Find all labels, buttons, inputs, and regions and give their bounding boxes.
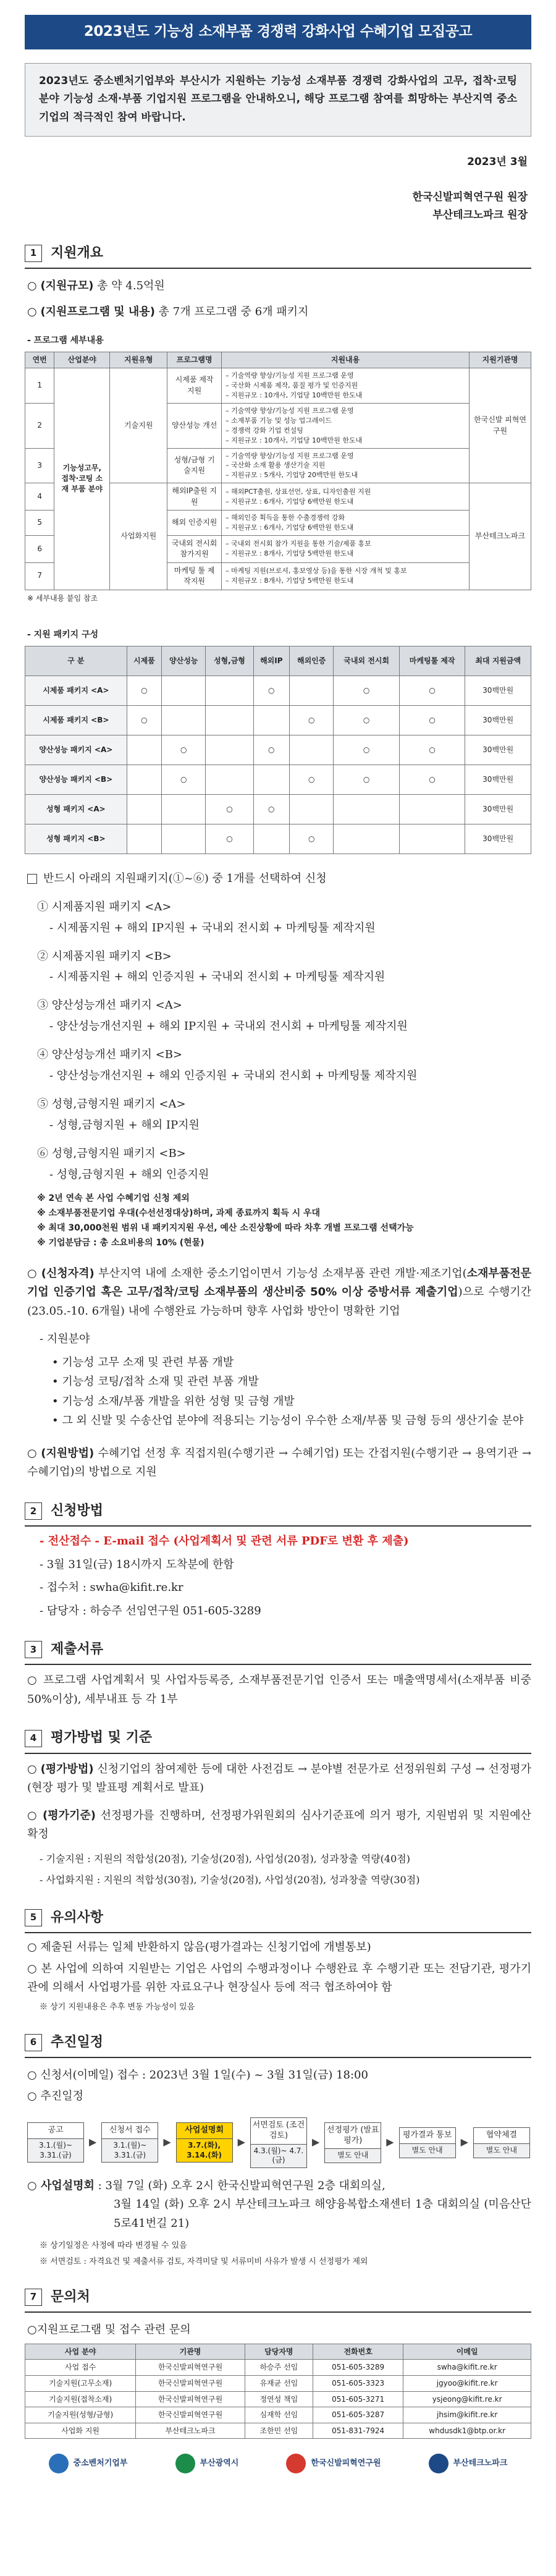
package-mark: [290, 735, 334, 765]
support-org: 부산테크노파크: [470, 483, 531, 590]
step-date: 별도 안내: [399, 2144, 456, 2158]
package-amount: 30백만원: [465, 705, 531, 735]
star-note: ※ 소재부품전문기업 우대(수선선정대상)하며, 과제 종료까지 획득 시 우대: [37, 1208, 321, 1219]
contact-cell: 051-605-3323: [313, 2376, 403, 2392]
package-mark: ○: [290, 765, 334, 794]
program-content: – 마케팅 지원(브로셔, 홍보영상 등)을 통한 시장 개척 및 홍보 – 지원규모 : 8개사, 기업당 5백만원 한도내: [222, 562, 470, 590]
package-mark: [253, 705, 290, 735]
package-header: 시제품: [127, 646, 161, 676]
btp-logo-icon: [429, 2454, 449, 2473]
program-content: – 기술역량 향상/기능성 지원 프로그램 운영 – 국산화 시제품 제작, 품질 평가 및 인증지원 – 지원규모 : 10개사, 기업당 10백만원 한도내: [222, 368, 470, 403]
row-number: 5: [25, 511, 54, 536]
package-mark: [334, 794, 400, 824]
package-item-desc: - 양산성능개선지원 + 해외 인증지원 + 국내외 전시회 + 마케팅툴 제작지원: [49, 1069, 418, 1082]
contact-cell: 사업 접수: [25, 2360, 136, 2376]
contact-cell: 하승주 선임: [245, 2360, 313, 2376]
eval-biz: - 사업화지원 : 지원의 적합성(30점), 기술성(20점), 사업성(20점), 성과창출 역량(30점): [40, 1873, 420, 1886]
footer-logo: [175, 2454, 239, 2473]
table-header: 프로그램명: [167, 352, 222, 368]
eval-method: ○ (평가방법) 신청기업의 참여제한 등에 대한 사전검토 → 분야별 전문가로 선정위원회 구성 → 선정평가(현장 평가 및 발표평 계획서로 발표): [27, 1762, 531, 1795]
package-item-desc: - 시제품지원 + 해외 IP지원 + 국내외 전시회 + 마케팅툴 제작지원: [49, 921, 376, 934]
table-row: [25, 368, 531, 403]
package-mark: [253, 765, 290, 794]
package-item-desc: - 성형,금형지원 + 해외 IP지원: [49, 1118, 200, 1132]
package-row: [25, 794, 531, 824]
contact-cell: 051-831-7924: [313, 2423, 403, 2439]
row-number: 7: [25, 562, 54, 590]
schedule-flow: [27, 2117, 531, 2168]
section-number: 4: [25, 1730, 42, 1747]
package-row: [25, 765, 531, 794]
package-mark: [334, 824, 400, 854]
package-item: [25, 899, 531, 937]
package-mark: ○: [206, 824, 253, 854]
row-number: 1: [25, 368, 54, 403]
package-item-name: ⑤ 성형,금형지원 패키지 <A>: [37, 1097, 186, 1111]
step-label: 신청서 접수: [101, 2122, 158, 2139]
package-mark: [399, 824, 465, 854]
package-header: 구 분: [25, 646, 127, 676]
page-title: 2023년도 기능성 소재부품 경쟁력 강화사업 수혜기업 모집공고: [25, 15, 531, 49]
support-type: 기술지원: [110, 368, 167, 483]
step-date: 4.3.(월)~ 4.7.(금): [250, 2145, 307, 2168]
package-item: [25, 1096, 531, 1134]
contact-header: 사업 분야: [25, 2344, 136, 2360]
briefing: ○ 사업설명회 : 3월 7일 (화) 오후 2시 한국신발피혁연구원 2층 대회의실, 3월 14일 (화) 오후 2시 부산테크노파크 해양융복합소재센터 1층 대회의실 (미음산단5로41번길 21): [27, 2179, 531, 2230]
table-header: 연번: [25, 352, 54, 368]
schedule-step: [473, 2127, 530, 2158]
section-title: 평가방법 및 기준: [51, 1730, 153, 1746]
package-mark: ○: [162, 735, 206, 765]
row-number: 2: [25, 403, 54, 448]
package-mark: ○: [334, 735, 400, 765]
program-name: 국내외 전시회 참가지원: [167, 536, 222, 563]
signatures: [25, 189, 531, 224]
step-date: 별도 안내: [473, 2144, 530, 2158]
budget-line: ○ (지원규모) 총 약 4.5억원: [27, 279, 165, 293]
section-number: 2: [25, 1502, 42, 1520]
table-header: 지원내용: [222, 352, 470, 368]
package-item-name: ④ 양산성능개선 패키지 <B>: [37, 1048, 183, 1062]
package-amount: 30백만원: [465, 735, 531, 765]
package-header: 국내외 전시회: [334, 646, 400, 676]
package-name: 양산성능 패키지 <B>: [25, 765, 127, 794]
arrow-right-icon: ▶: [163, 2136, 171, 2148]
email-link[interactable]: jgyoo@kifit.re.kr: [403, 2376, 531, 2392]
package-name: 양산성능 패키지 <A>: [25, 735, 127, 765]
package-row: [25, 735, 531, 765]
caution-2: ○ 본 사업에 의하여 지원받는 기업은 사업의 수행과정이나 수행완료 후 수행기관 또는 전담기관, 평가기관에 의해서 사업평가를 위한 자료요구나 현장실사 등에 적극 협조하여야 함: [27, 1962, 531, 1994]
package-mark: ○: [253, 794, 290, 824]
package-item-name: ③ 양산성능개선 패키지 <A>: [37, 999, 182, 1012]
arrow-right-icon: ▶: [89, 2136, 97, 2148]
package-mark: [162, 676, 206, 705]
apply-line: - 전산접수 - E-mail 접수 (사업계획서 및 관련 서류 PDF로 변환 후 제출): [40, 1535, 409, 1548]
contact-sub: ○지원프로그램 및 접수 관련 문의: [27, 2323, 191, 2336]
contact-header: 담당자명: [245, 2344, 313, 2360]
program-name: 성형/금형 기술지원: [167, 448, 222, 483]
package-name: 시제품 패키지 <B>: [25, 705, 127, 735]
schedule-note-1: ※ 상기일정은 사정에 따라 변경될 수 있음: [40, 2240, 187, 2250]
eval-criteria: ○ (평가기준) 선정평가를 진행하며, 선정평가위원회의 심사기준표에 의거 평가, 지원범위 및 지원예산 확정: [27, 1808, 531, 1841]
schedule-period: ○ 신청서(이메일) 접수 : 2023년 3월 1일(수) ~ 3월 31일(금) 18:00: [27, 2069, 368, 2082]
section-title: 지원개요: [51, 245, 104, 261]
contact-header: 이메일: [403, 2344, 531, 2360]
package-mark: [206, 676, 253, 705]
method: ○ (지원방법) 수혜기업 선정 후 직접지원(수행기관 → 수혜기업) 또는 간접지원(수행기관 → 용역기관 → 수혜기업)의 방법으로 지원: [27, 1446, 531, 1479]
package-name: 성형 패키지 <B>: [25, 824, 127, 854]
row-number: 4: [25, 483, 54, 511]
qualification: ○ (신청자격) 부산지역 내에 소재한 중소기업이면서 기능성 소재부품 관련 개발·제조기업(소재부품전문기업 인증기업 혹은 고무/접착/코팅 소재부품의 생산비중 50% 이상 중방서류 제출기업)으로 수행기간(23.05.-10. 6개월) 내에 수행완료 가능하며 향후 사업화 방안이 명확한 기업: [27, 1266, 531, 1318]
package-header: 성형,금형: [206, 646, 253, 676]
field-list: [25, 1353, 531, 1431]
program-name: 양산성능 개선: [167, 403, 222, 448]
contact-cell: 유재균 선임: [245, 2376, 313, 2392]
package-header: 최대 지원금액: [465, 646, 531, 676]
package-item: [25, 997, 531, 1035]
checkbox-square-icon: [27, 874, 37, 884]
arrow-right-icon: ▶: [311, 2136, 320, 2148]
contact-header: 기관명: [136, 2344, 245, 2360]
package-item-name: ⑥ 성형,금형지원 패키지 <B>: [37, 1146, 186, 1160]
program-table-caption: - 프로그램 세부내용: [27, 335, 104, 345]
package-mark: ○: [162, 765, 206, 794]
package-row: [25, 705, 531, 735]
logo-text: 한국신발피혁연구원: [311, 2459, 381, 2468]
contact-cell: 심재학 선임: [245, 2407, 313, 2423]
contact-cell: 051-605-3287: [313, 2407, 403, 2423]
step-date: 3.7.(화), 3.14.(화): [176, 2139, 233, 2163]
support-type: 사업화지원: [110, 483, 167, 590]
section-title: 신청방법: [51, 1503, 104, 1519]
caution-note: ※ 상기 지원내용은 추후 변동 가능성이 있음: [40, 2002, 195, 2012]
contact-cell: 정연성 책임: [245, 2391, 313, 2407]
section-number: 5: [25, 1909, 42, 1926]
star-notes: [25, 1192, 531, 1250]
package-list: [25, 899, 531, 1184]
contact-cell: 051-605-3289: [313, 2360, 403, 2376]
package-mark: ○: [206, 794, 253, 824]
apply-line: - 3월 31일(금) 18시까지 도착분에 한함: [40, 1557, 234, 1571]
schedule-step: [324, 2122, 381, 2163]
program-content: – 해외PCT출원, 상표선언, 상표, 디자인출원 지원 – 지원규모 : 6개사, 기업당 6백만원 한도내: [222, 483, 470, 511]
program-name: 마케팅 툴 제작지원: [167, 562, 222, 590]
section-number: 7: [25, 2289, 42, 2306]
package-table: [25, 646, 531, 854]
package-name: 성형 패키지 <A>: [25, 794, 127, 824]
package-header: 해외인증: [290, 646, 334, 676]
program-content: – 기술역량 향상/기능성 지원 프로그램 운영 – 국산화 소재 활용 생산기술 지원 – 지원규모 : 5개사, 기업당 20백만원 한도내: [222, 448, 470, 483]
contact-row: [25, 2423, 531, 2439]
package-mark: ○: [334, 765, 400, 794]
field-item: • 기능성 코팅/접착 소재 및 관련 부품 개발: [52, 1375, 259, 1389]
step-date: 3.1.(월)~ 3.31.(금): [101, 2139, 158, 2163]
contact-cell: 한국신발피혁연구원: [136, 2391, 245, 2407]
email-link[interactable]: swha@kifit.re.kr: [403, 2360, 531, 2376]
industry-cell: 기능성고무, 접착·코팅 소재 부품 분야: [54, 368, 110, 590]
row-number: 6: [25, 536, 54, 563]
star-note: ※ 2년 연속 본 사업 수혜기업 신청 제외: [37, 1193, 190, 1204]
signature-kifit: 한국신발피혁연구원 원장: [412, 191, 528, 204]
table-header: 지원기관명: [470, 352, 531, 368]
step-date: 3.1.(월)~ 3.31.(금): [27, 2139, 84, 2163]
package-mark: [162, 824, 206, 854]
star-note: ※ 기업분담금 : 총 소요비용의 10% (현물): [37, 1237, 204, 1248]
step-label: 서면검토 (조건검토): [250, 2117, 307, 2145]
logo-text: 중소벤처기업부: [73, 2459, 128, 2468]
signature-btp: 부산테크노파크 원장: [432, 209, 528, 222]
contact-table: [25, 2344, 531, 2439]
step-date: 별도 안내: [324, 2149, 381, 2163]
contact-cell: 조한민 선임: [245, 2423, 313, 2439]
caution-1: ○ 제출된 서류는 일체 반환하지 않음(평가결과는 신청기업에 개별통보): [27, 1941, 371, 1954]
package-header: 양산성능: [162, 646, 206, 676]
schedule-step: [399, 2127, 456, 2158]
program-content: – 국내외 전시회 참가 지원을 통한 기술/제품 홍보 – 지원규모 : 8개사, 기업당 5백만원 한도내: [222, 536, 470, 563]
package-mark: [399, 794, 465, 824]
contact-cell: 051-605-3271: [313, 2391, 403, 2407]
kifit-logo-icon: [286, 2454, 306, 2473]
program-name: 해외IP출원 지원: [167, 483, 222, 511]
select-notice: 반드시 아래의 지원패키지(①~⑥) 중 1개를 선택하여 신청: [27, 870, 531, 888]
field-item: • 기능성 소재/부품 개발을 위한 성형 및 금형 개발: [52, 1394, 295, 1408]
package-mark: [162, 705, 206, 735]
package-header: 해외IP: [253, 646, 290, 676]
contact-row: [25, 2391, 531, 2407]
package-amount: 30백만원: [465, 824, 531, 854]
contact-row: [25, 2407, 531, 2423]
section-documents: [25, 1639, 531, 1709]
package-item-desc: - 양산성능개선지원 + 해외 IP지원 + 국내외 전시회 + 마케팅툴 제작지원: [49, 1020, 408, 1033]
contact-row: [25, 2376, 531, 2392]
table-note: ※ 세부내용 붙임 참조: [27, 593, 98, 603]
package-header: 마케팅툴 제작: [399, 646, 465, 676]
contact-header: 전화번호: [313, 2344, 403, 2360]
footer-logos: [25, 2454, 531, 2473]
package-mark: ○: [290, 824, 334, 854]
apply-line: - 접수처 : swha@kifit.re.kr: [40, 1581, 183, 1595]
schedule-note-2: ※ 서면검토 : 자격요건 및 제출서류 검토, 자격미달 및 서류미비 사유가 발생 시 선정평가 제외: [40, 2256, 368, 2266]
package-item-name: ② 시제품지원 패키지 <B>: [37, 949, 172, 963]
contact-cell: 한국신발피혁연구원: [136, 2376, 245, 2392]
package-name: 시제품 패키지 <A>: [25, 676, 127, 705]
package-item: [25, 948, 531, 986]
package-row: [25, 824, 531, 854]
package-mark: [290, 794, 334, 824]
arrow-right-icon: ▶: [386, 2136, 394, 2148]
field-title: - 지원분야: [40, 1332, 90, 1346]
package-mark: ○: [253, 676, 290, 705]
contact-cell: 한국신발피혁연구원: [136, 2360, 245, 2376]
contact-cell: 부산테크노파크: [136, 2423, 245, 2439]
intro-text: 2023년도 중소벤처기업부와 부산시가 지원하는 기능성 소재부품 경쟁력 강화사업의 고무, 접착·코팅 분야 기능성 소재·부품 기업지원 프로그램을 안내하오니, 해당 프로그램 참여를 희망하는 부산지역 중소기업의 적극적인 참여 바랍니다.: [25, 63, 531, 137]
email-link[interactable]: ysjeong@kifit.re.kr: [403, 2391, 531, 2407]
eval-tech: - 기술지원 : 지원의 적합성(20점), 기술성(20점), 사업성(20점), 성과창출 역량(40점): [40, 1852, 410, 1865]
package-mark: ○: [399, 676, 465, 705]
package-row: [25, 676, 531, 705]
section-schedule: [25, 2032, 531, 2268]
footer-logo: [49, 2454, 128, 2473]
section-contact: [25, 2287, 531, 2439]
section-number: 3: [25, 1641, 42, 1658]
apply-line: - 담당자 : 하승주 선임연구원 051-605-3289: [40, 1604, 261, 1617]
package-mark: ○: [399, 735, 465, 765]
program-name: 시제품 제작 지원: [167, 368, 222, 403]
section-title: 제출서류: [51, 1642, 104, 1658]
row-number: 3: [25, 448, 54, 483]
package-item: [25, 1145, 531, 1184]
program-content: – 기술역량 향상/기능성 지원 프로그램 운영 – 소재부품 기능 및 성능 업그레이드 – 경쟁력 강화 기업 컨설팅 – 지원규모 : 10개사, 기업당 10백만원 한도내: [222, 403, 470, 448]
package-amount: 30백만원: [465, 794, 531, 824]
schedule-step: [101, 2122, 158, 2163]
table-header: 지원유형: [110, 352, 167, 368]
logo-text: 부산광역시: [200, 2459, 239, 2468]
package-mark: [162, 794, 206, 824]
section-title: 유의사항: [51, 1909, 104, 1925]
program-line: ○ (지원프로그램 및 내용) 총 7개 프로그램 중 6개 패키지: [27, 305, 309, 318]
package-mark: ○: [399, 765, 465, 794]
package-mark: ○: [127, 705, 161, 735]
mss-logo-icon: [49, 2454, 69, 2473]
schedule-step: [250, 2117, 307, 2168]
package-mark: ○: [290, 705, 334, 735]
arrow-right-icon: ▶: [237, 2136, 245, 2148]
package-mark: [127, 794, 161, 824]
email-link[interactable]: whdusdk1@btp.or.kr: [403, 2423, 531, 2439]
section-overview: [25, 243, 531, 1482]
package-item-name: ① 시제품지원 패키지 <A>: [37, 900, 172, 913]
schedule-step: [27, 2122, 84, 2163]
step-label: 선정평가 (발표평가): [324, 2122, 381, 2150]
footer-logo: [286, 2454, 381, 2473]
package-mark: [127, 765, 161, 794]
package-amount: 30백만원: [465, 676, 531, 705]
field-item: • 기능성 고무 소재 및 관련 부품 개발: [52, 1355, 234, 1369]
email-link[interactable]: jhsim@kifit.re.kr: [403, 2407, 531, 2423]
support-org: 한국신발 피혁연구원: [470, 368, 531, 483]
step-label: 사업설명회: [176, 2122, 233, 2139]
contact-cell: 기술지원(접착소재): [25, 2391, 136, 2407]
field-item: • 그 외 신발 및 수송산업 분야에 적용되는 기능성이 우수한 소재/부품 및 금형 등의 생산기술 분야: [52, 1414, 524, 1428]
package-item: [25, 1046, 531, 1085]
program-detail-table: [25, 352, 531, 590]
program-name: 해외 인증지원: [167, 511, 222, 536]
busan-logo-icon: [175, 2454, 195, 2473]
schedule-title: ○ 추진일정: [27, 2089, 83, 2103]
package-item-desc: - 시제품지원 + 해외 인증지원 + 국내외 전시회 + 마케팅툴 제작지원: [49, 970, 385, 984]
schedule-step: [176, 2122, 233, 2163]
package-mark: [206, 735, 253, 765]
contact-cell: 한국신발피혁연구원: [136, 2407, 245, 2423]
section-number: 6: [25, 2034, 42, 2051]
arrow-right-icon: ▶: [460, 2136, 468, 2148]
contact-row: [25, 2360, 531, 2376]
contact-cell: 기술지원(고무소재): [25, 2376, 136, 2392]
section-title: 추진일정: [51, 2034, 104, 2050]
package-mark: ○: [334, 705, 400, 735]
package-mark: [253, 824, 290, 854]
step-label: 공고: [27, 2122, 84, 2139]
documents-text: ○ 프로그램 사업계획서 및 사업자등록증, 소재부품전문기업 인증서 또는 매출액명세서(소재부품 비중 50%이상), 세부내표 등 각 1부: [27, 1674, 531, 1706]
section-cautions: [25, 1907, 531, 2014]
section-apply: [25, 1501, 531, 1621]
package-item-desc: - 성형,금형지원 + 해외 인증지원: [49, 1167, 209, 1181]
package-amount: 30백만원: [465, 765, 531, 794]
notice-date: 2023년 3월: [467, 155, 528, 168]
section-number: 1: [25, 245, 42, 262]
logo-text: 부산테크노파크: [453, 2459, 508, 2468]
package-mark: [206, 705, 253, 735]
step-label: 협약체결: [473, 2127, 530, 2144]
package-mark: [206, 765, 253, 794]
package-mark: [290, 676, 334, 705]
program-content: – 해외인증 획득을 통한 수출경쟁력 강화 – 지원규모 : 6개사, 기업당 6백만원 한도내: [222, 511, 470, 536]
table-header: 산업분야: [54, 352, 110, 368]
package-table-caption: - 지원 패키지 구성: [27, 630, 99, 640]
star-note: ※ 최대 30,000천원 범위 내 패키지지원 우선, 예산 소진상황에 따라 차후 개별 프로그램 선택가능: [37, 1223, 414, 1234]
section-title: 문의처: [51, 2289, 90, 2305]
package-mark: [127, 735, 161, 765]
step-label: 평가결과 통보: [399, 2127, 456, 2144]
package-mark: [127, 824, 161, 854]
contact-cell: 기술지원(성형/금형): [25, 2407, 136, 2423]
section-evaluation: [25, 1727, 531, 1888]
package-mark: ○: [399, 705, 465, 735]
package-mark: ○: [253, 735, 290, 765]
package-mark: ○: [334, 676, 400, 705]
contact-cell: 사업화 지원: [25, 2423, 136, 2439]
package-mark: ○: [127, 676, 161, 705]
footer-logo: [429, 2454, 508, 2473]
